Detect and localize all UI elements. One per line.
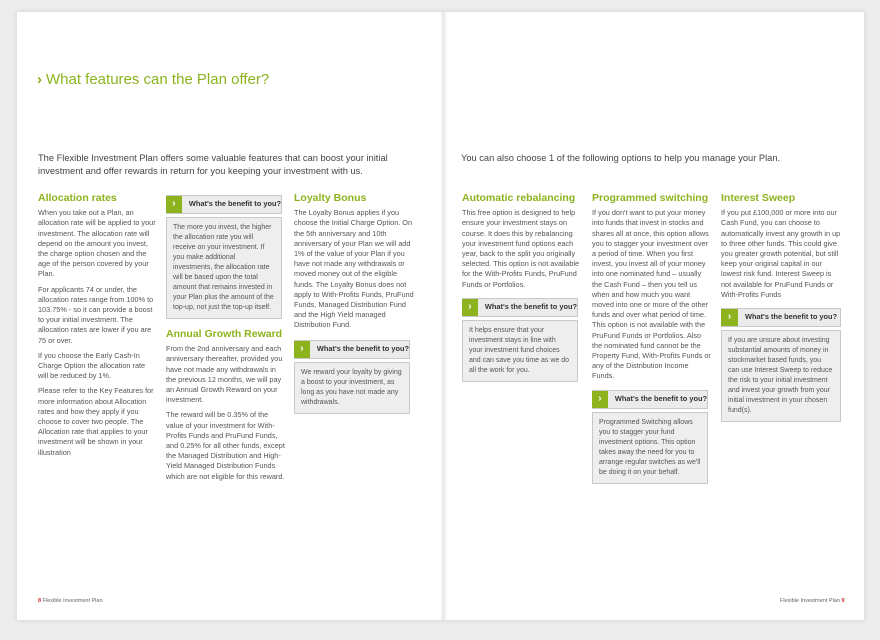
- page-title-text: What features can the Plan offer?: [46, 71, 270, 88]
- right-footer: [780, 598, 845, 604]
- growth-p2: The reward will be 0.35% of the value of your investment for With-Profits Funds and PruFund Funds, and 0.25% for all other funds, except the Managed Distribution and High-Yield Managed Distribution Funds which are not eligible for this reward.: [166, 410, 285, 481]
- chevron-right-icon: ›: [166, 196, 182, 213]
- benefit-title: What's the benefit to you?: [614, 394, 707, 404]
- benefit-body: If you are unsure about investing substantial amounts of money in stockmarket based funds, you can use Interest Sweep to reduce the risk to your initial investment and invest your growth from your initial investment in your chosen fund(s).: [721, 330, 841, 422]
- benefit-title: What's the benefit to you?: [188, 199, 281, 209]
- brochure-spread: [17, 12, 864, 620]
- page-number: 8: [38, 598, 42, 604]
- allocation-p4: Please refer to the Key Features for more information about Allocation rates and how they apply if you choose to cover two people. The Allocation rate that applies to your investment will be shown in your illustration: [38, 386, 154, 457]
- left-middle-column: [166, 195, 286, 487]
- left-intro: The Flexible Investment Plan offers some valuable features that can boost your initial investment and offer rewards in return for you keeping your investment with us.: [38, 153, 388, 176]
- allocation-benefit-box: [166, 195, 282, 319]
- programmed-benefit-box: [592, 390, 708, 484]
- footer-text: Flexible Investment Plan: [780, 598, 840, 604]
- benefit-header: [166, 195, 282, 214]
- loyalty-p1: The Loyalty Bonus applies if you choose the Initial Charge Option. On the 5th anniversary and 10th anniversary of your Plan we will add 1% of the value of your Plan if you have not made any withdrawals or moved money out of the eligible funds. The Loyalty Bonus does not apply to With-Profits Funds, PruFund Funds, Managed Distribution Fund and the High Yield managed Distribution Fund.: [294, 208, 414, 330]
- benefit-body: It helps ensure that your investment stays in line with your investment fund choices and can save you time as we do all the work for you.: [462, 320, 578, 382]
- benefit-header: [294, 340, 410, 359]
- page-number: 9: [841, 598, 845, 604]
- programmed-section: [592, 193, 712, 490]
- growth-p1: From the 2nd anniversary and each anniversary thereafter, provided you have not made any withdrawals in the previous 12 months, we will pay an Annual Growth Reward on your investment.: [166, 344, 283, 405]
- programmed-p1: If you don't want to put your money into funds that invest in stocks and shares all at once, this option allows you to stagger your investment over a period of time. When you first invest, you invest all of your money into one nominated fund – usually the Cash Fund – then you tell us when and how much you want moved into one or more of the other funds and over what period of time. This option is not available with the PruFund Funds or Portfolios. Also the nominated fund cannot be the Property Fund, With-Profits Funds or any of the Distribution Income Funds.: [592, 208, 711, 381]
- chevron-right-icon: ›: [592, 391, 608, 408]
- benefit-body: We reward your loyalty by giving a boost to your investment, as long as you have not made any withdrawals.: [294, 362, 410, 414]
- benefit-header: [462, 298, 578, 317]
- chevron-right-icon: ›: [721, 309, 738, 326]
- sweep-heading: Interest Sweep: [721, 192, 796, 204]
- allocation-p3: If you choose the Early Cash-In Charge Option the allocation rate will be reduced by 1%.: [38, 350, 146, 381]
- sweep-section: [721, 193, 843, 428]
- sweep-p1: If you put £100,000 or more into our Cash Fund, you can choose to automatically invest any growth in up to three other funds. This could give you greater growth potential, but still keep your original capital in our lowest risk fund. Interest Sweep is not available for PruFund Funds or With-Profits Funds: [721, 208, 841, 299]
- benefit-title: What's the benefit to you?: [316, 344, 409, 354]
- chevron-right-icon: ›: [294, 341, 310, 358]
- sweep-benefit-box: [721, 308, 841, 422]
- growth-heading: Annual Growth Reward: [166, 328, 283, 340]
- rebalancing-benefit-box: [462, 298, 578, 382]
- loyalty-benefit-box: [294, 340, 410, 414]
- left-right-column: [294, 193, 414, 420]
- footer-text: Flexible Investment Plan: [42, 598, 103, 604]
- benefit-title: What's the benefit to you?: [745, 312, 838, 322]
- benefit-title: What's the benefit to you?: [484, 302, 577, 312]
- benefit-body: Programmed Switching allows you to stagger your fund investment options. This option takes away the need for you to arrange regular switches as we'll be doing it on your behalf.: [592, 412, 708, 484]
- chevron-right-icon: ›: [37, 71, 42, 88]
- rebalancing-p1: This free option is designed to help ensure your investment stays on course. It does this by rebalancing your investment fund options each year, back to the split you originally selected. This option is not available for the With-Profits Funds, PruFund Funds or Portfolios.: [462, 208, 580, 289]
- allocation-heading: Allocation rates: [38, 192, 117, 204]
- page-fold: [440, 12, 448, 620]
- benefit-body: The more you invest, the higher the allocation rate you will receive on your investment. If you make additional investments, the allocation rate will be based upon the total amount that remains invested in your Plan plus the amount of the top-up, not just the top-up itself.: [166, 217, 282, 319]
- allocation-section: [38, 193, 156, 463]
- allocation-p1: When you take out a Plan, an allocation rate will be applied to your investment. The allocation rate will depend on the amount you invest, the charge option chosen and the age of the person covered by your Plan.: [38, 208, 156, 279]
- rebalancing-heading: Automatic rebalancing: [462, 192, 576, 204]
- loyalty-heading: Loyalty Bonus: [294, 192, 367, 204]
- benefit-header: [592, 390, 708, 409]
- benefit-header: [721, 308, 841, 327]
- left-footer: [38, 598, 103, 604]
- rebalancing-section: [462, 193, 582, 388]
- chevron-right-icon: ›: [462, 299, 478, 316]
- allocation-p2: For applicants 74 or under, the allocation rates range from 100% to 103.75% - so it can provide a boost to your initial investment. The allocation rates are lower if you are 75 or over.: [38, 284, 154, 345]
- right-intro: You can also choose 1 of the following options to help you manage your Plan.: [461, 153, 781, 163]
- programmed-heading: Programmed switching: [592, 192, 709, 204]
- page-title: [37, 71, 269, 88]
